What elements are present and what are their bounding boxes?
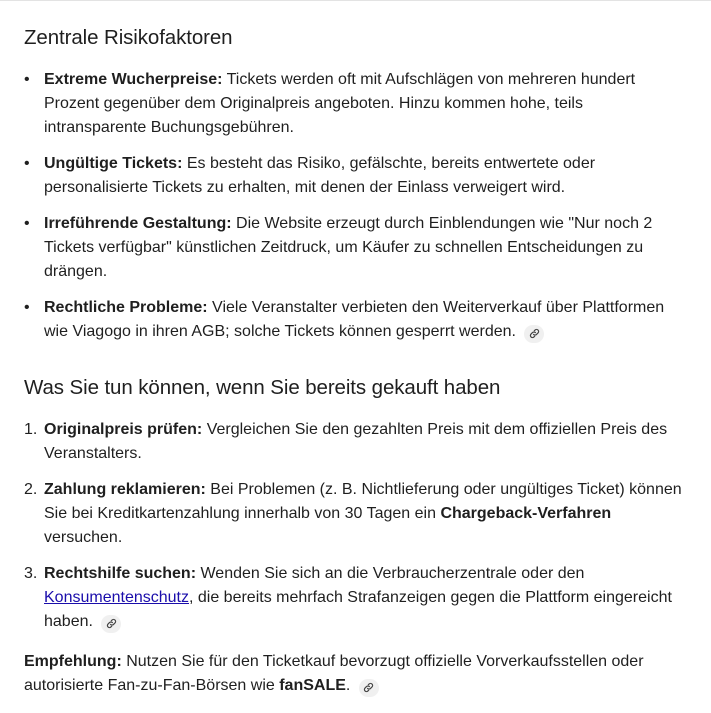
recommendation-text: Nutzen Sie für den Ticketkauf bevorzugt offizielle Vorverkaufsstellen oder autorisierte Fan-zu-Fan-Börsen wie [24, 653, 644, 694]
source-link-chip[interactable] [101, 615, 121, 633]
item-text: , die bereits mehrfach Strafanzeigen gegen die Plattform eingereicht haben. [44, 589, 672, 630]
list-item [24, 68, 686, 140]
bullet: • [24, 215, 30, 232]
item-text: Vergleichen Sie den gezahlten Preis mit dem offiziellen Preis des Veranstalters. [44, 421, 668, 462]
list-item [24, 418, 686, 466]
actions-list [24, 418, 686, 646]
item-label: Ungültige Tickets: [44, 155, 183, 172]
list-item [24, 562, 686, 634]
actions-heading: Was Sie tun können, wenn Sie bereits gekauft haben [24, 376, 501, 399]
risk-factors-list [24, 68, 686, 356]
item-text: Es besteht das Risiko, gefälschte, bereits entwertete oder personalisierte Tickets zu erhalten, mit denen der Einlass verweigert wird. [44, 155, 596, 196]
source-link-chip[interactable] [524, 325, 544, 343]
item-text: Wenden Sie sich an die Verbraucherzentrale oder den [196, 565, 585, 582]
item-number: 2. [24, 481, 38, 498]
source-link-chip[interactable] [359, 679, 379, 697]
recommendation-text-end: . [345, 677, 351, 694]
item-text: Tickets werden oft mit Aufschlägen von mehreren hundert Prozent gegenüber dem Originalpreis angeboten. Hinzu kommen hohe, teils intransparente Buchungsgebühren. [44, 71, 636, 136]
bullet: • [24, 299, 30, 316]
item-bold-term: Chargeback-Verfahren [440, 505, 612, 522]
link-icon [363, 682, 374, 693]
item-label: Zahlung reklamieren: [44, 481, 206, 498]
list-item [24, 212, 686, 284]
item-label: Irreführende Gestaltung: [44, 215, 232, 232]
list-item [24, 478, 686, 550]
item-text: versuchen. [44, 529, 123, 546]
risk-factors-heading: Zentrale Risikofaktoren [24, 26, 233, 49]
bullet: • [24, 155, 30, 172]
link-icon [529, 328, 540, 339]
list-item [24, 296, 686, 344]
bullet: • [24, 71, 30, 88]
link-icon [106, 618, 117, 629]
item-text: Die Website erzeugt durch Einblendungen wie "Nur noch 2 Tickets verfügbar" künstlichen Zeitdruck, um Käufer zu schnellen Entscheidungen zu drängen. [44, 215, 653, 280]
item-label: Extreme Wucherpreise: [44, 71, 223, 88]
list-item [24, 152, 686, 200]
item-label: Originalpreis prüfen: [44, 421, 203, 438]
item-label: Rechtliche Probleme: [44, 299, 208, 316]
item-number: 3. [24, 565, 38, 582]
top-divider [0, 0, 711, 1]
item-number: 1. [24, 421, 38, 438]
recommendation-label: Empfehlung: [24, 653, 122, 670]
konsumentenschutz-link[interactable]: Konsumentenschutz [44, 589, 189, 606]
recommendation-paragraph [24, 650, 686, 698]
item-text: Bei Problemen (z. B. Nichtlieferung oder ungültiges Ticket) können Sie bei Kreditkartenzahlung innerhalb von 30 Tagen ein [44, 481, 682, 522]
recommendation-bold-term: fanSALE [279, 677, 346, 694]
item-label: Rechtshilfe suchen: [44, 565, 197, 582]
item-text: Viele Veranstalter verbieten den Weiterverkauf über Plattformen wie Viagogo in ihren AGB; solche Tickets können gesperrt werden. [44, 299, 665, 340]
